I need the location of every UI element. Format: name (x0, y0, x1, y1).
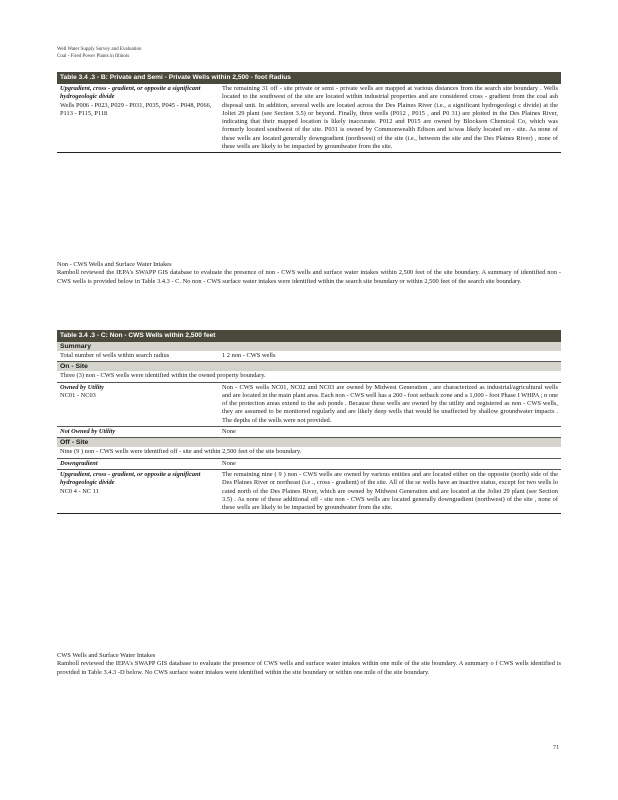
section-non-cws-heading: Non - CWS Wells and Surface Water Intakes (57, 261, 172, 268)
table-row (57, 383, 561, 427)
table-b-left-cell (57, 84, 219, 152)
table-row (57, 470, 561, 513)
table-b-category: Upgradient, cross - gradient, or opposite a significant hydrogeologic divide (60, 85, 201, 101)
downgradient-label: Downgradient (60, 459, 98, 467)
table-c-onsite-heading: On - Site (57, 362, 561, 371)
onsite-text: Three (3) non - CWS wells were identified within the owned property boundary. (57, 371, 561, 382)
header-line-1: Well Water Supply Survey and Evaluation (57, 47, 142, 52)
section-cws-heading: CWS Wells and Surface Water Intakes (57, 652, 156, 659)
table-c-summary-heading: Summary (57, 342, 561, 351)
summary-value: 1 2 non - CWS wells (222, 352, 276, 359)
table-row (57, 459, 561, 470)
not-owned-value: None (222, 428, 236, 436)
downgradient-value: None (222, 459, 236, 467)
header-line-2: Coal - Fired Power Plants in Illinois (57, 53, 130, 59)
table-b-description: The remaining 31 off - site private or semi - private wells are mapped at various distances from the search site boundary . Wells located to the southwest of the site are located within industrial properties and are considered cross - gradient from the coal ash disposal unit. In addition, several wells are located across the Des Plaines River (i.e., a significant hydrogeologi c divide) at the Joliet 29 plant (see Section 3.5) or beyond. Finally, three wells (P012 , P015 , and P0 31) are plotted in the Des Plaines River, indicating that their mapped location is likely inaccurate. P012 and P015 are owned by Blockson Chemical Co, which was formerly located southwest of the site. P031 is owned by Commonwealth Edison and is/was likely located on - site. As none of these wells are located generally downgradient (northwest) of the site (i.e., between the site and the Des Plaines River) , none of these wells are likely to be impacted by groundwater from the site. (222, 85, 558, 151)
owned-wells: NC01 - NC03 (60, 391, 96, 399)
table-b-title: Table 3.4 .3 - B: Private and Semi - Private Wells within 2,500 - foot Radius (57, 72, 561, 84)
page-header (57, 47, 142, 60)
page-number: 71 (553, 745, 559, 751)
owned-description: Non - CWS wells NC01, NC02 and NC03 are owned by Midwest Generation , are characterized as industrial/agricultural wells and are located in the main plant area. Each non - CWS well has a 200 - foot setback zone and a 1,000 - foot Phase I WHPA ; n one of the protection areas extend to the ash ponds . Because these wells are owned by the utility and registered as non - CWS wells, they are assumed to be monitored regularly and are likely deep wells that would be unaffected by shallow groundwater impacts . The depths of the wells were not provided. (222, 383, 558, 424)
upgradient-left-cell (57, 470, 219, 513)
owned-label: Owned by Utility (60, 383, 105, 391)
table-row (57, 427, 561, 438)
table-private-wells (57, 72, 561, 153)
section-cws-text: Ramboll reviewed the IEPA's SWAPP GIS database to evaluate the presence of CWS wells and surface water intakes within one mile of the site boundary. A summary o f CWS wells identified is provided in Table 3.4.3 -D below. No CWS surface water intakes were identified within the site boundary or within one mile of the site boundary. (57, 660, 561, 676)
offsite-text: Nine (9 ) non - CWS wells were identified off - site and within 2,500 feet of the site boundary. (57, 447, 561, 458)
not-owned-label: Not Owned by Utility (60, 428, 116, 436)
section-non-cws (57, 261, 561, 286)
section-non-cws-text: Ramboll reviewed the IEPA's SWAPP GIS database to evaluate the presence of non - CWS wells and surface water intakes within 2,500 feet of the site boundary. A summary of identified non - CWS wells is provided below in Table 3.4.3 - C. No non - CWS surface water intakes were identified within the search site boundary or within 2,500 feet of the search site boundary. (57, 269, 561, 285)
upgradient-label: Upgradient, cross - gradient, or opposite a significant hydrogeologic divide (60, 470, 201, 487)
upgradient-wells: NC0 4 - NC 11 (60, 487, 99, 495)
section-cws (57, 652, 561, 677)
summary-label: Total number of wells within search radius (60, 352, 170, 359)
table-row (57, 351, 561, 362)
upgradient-description: The remaining nine ( 9 ) non - CWS wells are owned by various entities and are located either on the opposite (north) side of the Des Plaines River or northeast (i.e ., cross - gradient) of the site. All of the se wells have an inactive status, except for two wells lo cated north of the Des Plaines River, which are owned by Midwest Generation and are located at the Joliet 29 plant (see Section 3.5) . As none of these additional off - site non - CWS wells are located generally downgradient (northwest) of the site , none of these wells are likely to be impacted by groundwater from the site. (222, 470, 558, 512)
table-c-title: Table 3.4 .3 - C: Non - CWS Wells within 2,500 feet (57, 330, 561, 342)
owned-left-cell (57, 383, 219, 426)
table-row (57, 84, 561, 152)
table-b-wells: Wells P006 - P023, P029 - P031, P035, P045 - P048, P066, P113 - P115, P118 (60, 101, 212, 117)
table-c-offsite-heading: Off - Site (57, 438, 561, 447)
table-non-cws-wells (57, 330, 561, 514)
